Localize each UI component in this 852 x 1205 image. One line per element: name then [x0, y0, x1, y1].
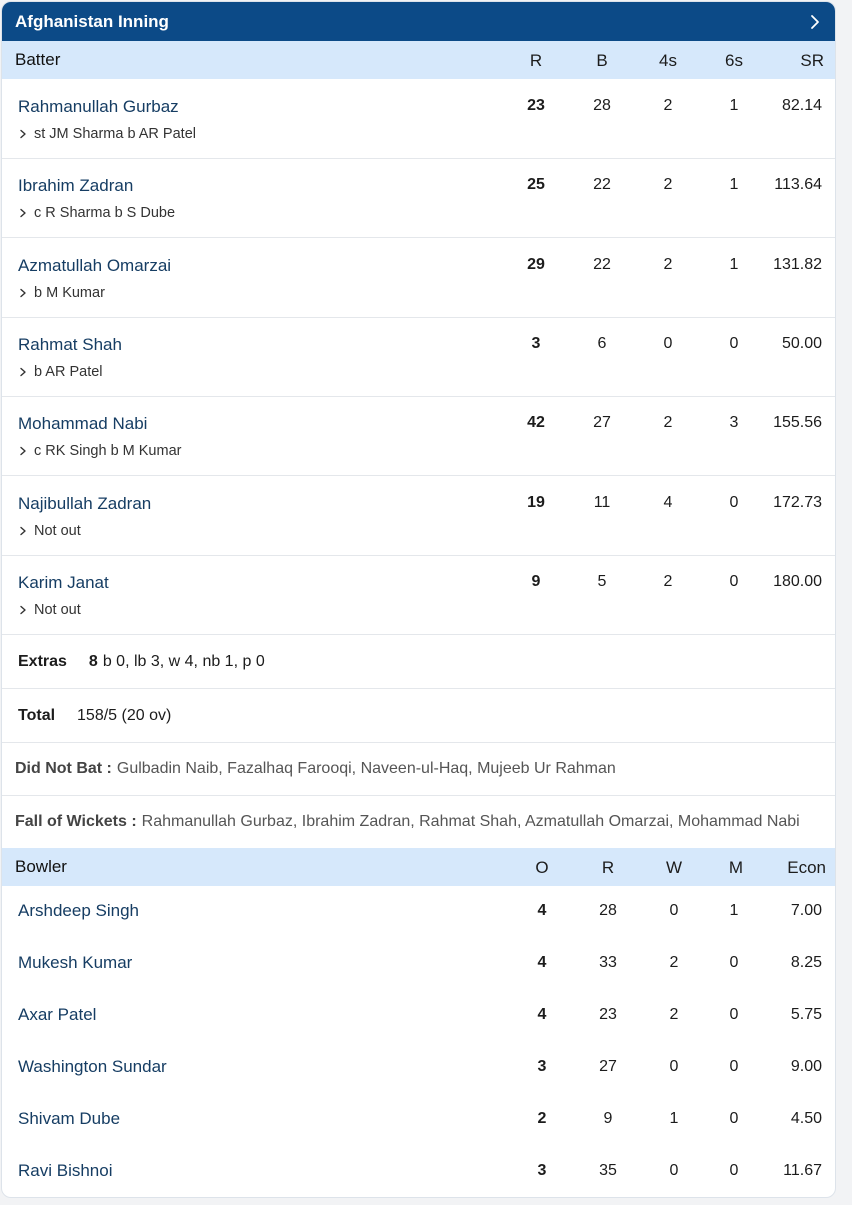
batter-runs: 23	[527, 97, 545, 114]
batter-strike-rate: 180.00	[773, 572, 822, 590]
fall-of-wickets-row	[2, 796, 836, 848]
bowler-name-link[interactable]: Arshdeep Singh	[18, 901, 139, 920]
batter-row	[2, 239, 836, 318]
batter-strike-rate: 113.64	[774, 176, 822, 194]
batter-fours: 2	[663, 572, 673, 590]
chevron-right-icon	[18, 208, 28, 218]
batter-strike-rate: 155.56	[773, 414, 822, 432]
batter-balls: 11	[593, 493, 611, 511]
dismissal-text: b M Kumar	[34, 284, 105, 301]
batter-row	[2, 397, 836, 476]
fall-of-wickets-list: Rahmanullah Gurbaz, Ibrahim Zadran, Rahmat Shah, Azmatullah Omarzai, Mohammad Nabi	[141, 813, 800, 830]
batter-sixes: 0	[729, 572, 739, 590]
batter-row	[2, 556, 836, 635]
dismissal-info[interactable]	[18, 602, 81, 618]
batter-strike-rate: 50.00	[781, 334, 822, 352]
batter-balls: 22	[593, 176, 611, 194]
dismissal-info[interactable]	[18, 205, 175, 221]
dismissal-text: c RK Singh b M Kumar	[34, 443, 182, 460]
chevron-right-icon	[18, 288, 28, 298]
bowler-economy: 5.75	[790, 1006, 822, 1023]
bowler-maidens: 0	[729, 1162, 739, 1179]
total-value: 158/5 (20 ov)	[77, 706, 172, 724]
total-row	[2, 689, 836, 743]
chevron-right-icon	[18, 129, 28, 139]
batter-strike-rate: 82.14	[781, 97, 822, 114]
dismissal-text: b AR Patel	[34, 363, 103, 380]
bowler-name-link[interactable]: Washington Sundar	[18, 1057, 167, 1076]
batter-fours: 4	[663, 493, 673, 511]
batter-name-link[interactable]: Ibrahim Zadran	[18, 176, 134, 196]
dismissal-info[interactable]	[18, 285, 105, 301]
scorecard-card	[1, 1, 836, 1198]
did-not-bat-label: Did Not Bat :	[15, 760, 112, 777]
chevron-right-icon	[18, 605, 28, 615]
bowler-name-link[interactable]: Shivam Dube	[18, 1109, 121, 1128]
batter-row	[2, 477, 836, 556]
batter-column-header: Batter	[15, 50, 61, 69]
total-label: Total	[18, 706, 56, 724]
bowler-row	[2, 990, 836, 1042]
bowler-column-header: Bowler	[15, 857, 67, 876]
dismissal-info[interactable]	[18, 126, 196, 142]
bowler-wickets: 2	[669, 1006, 679, 1023]
dismissal-info[interactable]	[18, 523, 81, 539]
batter-sixes: 0	[729, 493, 739, 511]
batter-sixes: 1	[729, 176, 739, 194]
batter-fours: 0	[663, 334, 673, 352]
extras-total: 8	[88, 652, 98, 670]
bowler-runs: 35	[599, 1162, 617, 1179]
batter-balls: 27	[593, 414, 611, 432]
bowler-maidens: 0	[729, 1006, 739, 1023]
bowler-wickets: 2	[669, 954, 679, 971]
bowler-wickets: 0	[669, 902, 679, 919]
chevron-right-icon	[18, 367, 28, 377]
bowler-maidens: 0	[729, 1058, 739, 1075]
did-not-bat-row	[2, 743, 836, 796]
bowler-wickets: 1	[669, 1110, 679, 1127]
batter-name-link[interactable]: Mohammad Nabi	[18, 414, 148, 434]
fours-column-header: 4s	[659, 51, 677, 70]
batter-balls: 6	[597, 334, 607, 352]
batter-balls: 28	[593, 97, 611, 114]
bowler-overs: 3	[537, 1162, 547, 1179]
chevron-right-icon	[18, 526, 28, 536]
batter-runs: 19	[527, 493, 545, 511]
batter-runs: 25	[527, 176, 545, 194]
bowler-runs: 28	[599, 902, 617, 919]
bowler-row	[2, 886, 836, 938]
batter-name-link[interactable]: Karim Janat	[18, 572, 109, 592]
bowler-economy: 4.50	[790, 1110, 822, 1127]
batter-strike-rate: 131.82	[773, 255, 822, 273]
strike-rate-column-header: SR	[800, 51, 824, 70]
bowler-runs: 9	[603, 1110, 613, 1127]
batter-name-link[interactable]: Rahmat Shah	[18, 334, 122, 354]
batter-row	[2, 318, 836, 397]
bowler-runs: 33	[599, 954, 617, 971]
wickets-column-header: W	[665, 858, 683, 877]
batter-balls: 5	[597, 572, 607, 590]
dismissal-info[interactable]	[18, 443, 181, 459]
bowler-wickets: 0	[669, 1058, 679, 1075]
bowler-maidens: 1	[729, 902, 739, 919]
bowler-name-link[interactable]: Mukesh Kumar	[18, 953, 133, 972]
dismissal-text: st JM Sharma b AR Patel	[34, 126, 196, 142]
batter-fours: 2	[663, 255, 673, 273]
fall-of-wickets-label: Fall of Wickets :	[15, 813, 137, 830]
runs-column-header: R	[529, 51, 543, 70]
batter-row	[2, 159, 836, 238]
bowler-economy: 7.00	[790, 902, 822, 919]
sixes-column-header: 6s	[725, 51, 743, 70]
batter-sixes: 1	[729, 97, 739, 114]
bowler-maidens: 0	[729, 1110, 739, 1127]
batter-fours: 2	[663, 414, 673, 432]
bowler-wickets: 0	[669, 1162, 679, 1179]
overs-column-header: O	[535, 858, 549, 877]
bowler-overs: 4	[537, 902, 547, 919]
dismissal-text: Not out	[34, 601, 81, 618]
bowler-overs: 3	[537, 1058, 547, 1075]
inning-title: Afghanistan Inning	[15, 11, 169, 31]
extras-row	[2, 635, 836, 689]
bowler-maidens: 0	[729, 954, 739, 971]
bowler-overs: 4	[537, 954, 547, 971]
batter-sixes: 1	[729, 255, 739, 273]
bowler-runs-column-header: R	[601, 858, 615, 877]
batter-runs: 9	[531, 572, 541, 590]
bowler-row	[2, 1146, 836, 1198]
bowler-row	[2, 938, 836, 990]
chevron-right-icon[interactable]	[806, 13, 824, 31]
extras-label: Extras	[18, 652, 67, 670]
batter-runs: 42	[527, 414, 545, 432]
batter-fours: 2	[663, 97, 673, 114]
bowler-economy: 9.00	[790, 1058, 822, 1075]
bowler-overs: 4	[537, 1006, 547, 1023]
balls-column-header: B	[596, 51, 608, 70]
bowler-overs: 2	[537, 1110, 547, 1127]
batter-name-link[interactable]: Najibullah Zadran	[18, 493, 152, 513]
maidens-column-header: M	[728, 858, 744, 877]
batter-balls: 22	[593, 255, 611, 273]
bowler-name-link[interactable]: Ravi Bishnoi	[18, 1161, 113, 1180]
dismissal-text: c R Sharma b S Dube	[34, 205, 176, 222]
bowler-economy: 8.25	[790, 954, 822, 971]
bowler-economy: 11.67	[783, 1162, 822, 1179]
economy-column-header: Econ	[787, 858, 826, 877]
batter-runs: 3	[531, 334, 541, 352]
batter-sixes: 0	[729, 334, 739, 352]
batter-row	[2, 80, 836, 159]
dismissal-info[interactable]	[18, 364, 103, 380]
batter-name-link[interactable]: Rahmanullah Gurbaz	[18, 97, 179, 116]
dismissal-text: Not out	[34, 522, 81, 539]
batter-name-link[interactable]: Azmatullah Omarzai	[18, 255, 172, 275]
extras-detail: b 0, lb 3, w 4, nb 1, p 0	[102, 652, 265, 670]
bowler-row	[2, 1094, 836, 1146]
batter-sixes: 3	[729, 414, 739, 432]
batter-runs: 29	[527, 255, 545, 273]
inning-header[interactable]	[2, 2, 836, 41]
bowler-name-link[interactable]: Axar Patel	[18, 1005, 97, 1024]
bowler-runs: 27	[599, 1058, 617, 1075]
bowler-row	[2, 1042, 836, 1094]
did-not-bat-list: Gulbadin Naib, Fazalhaq Farooqi, Naveen-ul-Haq, Mujeeb Ur Rahman	[116, 760, 616, 777]
batter-fours: 2	[663, 176, 673, 194]
chevron-right-icon	[18, 446, 28, 456]
batter-strike-rate: 172.73	[773, 493, 822, 511]
bowler-runs: 23	[599, 1006, 617, 1023]
